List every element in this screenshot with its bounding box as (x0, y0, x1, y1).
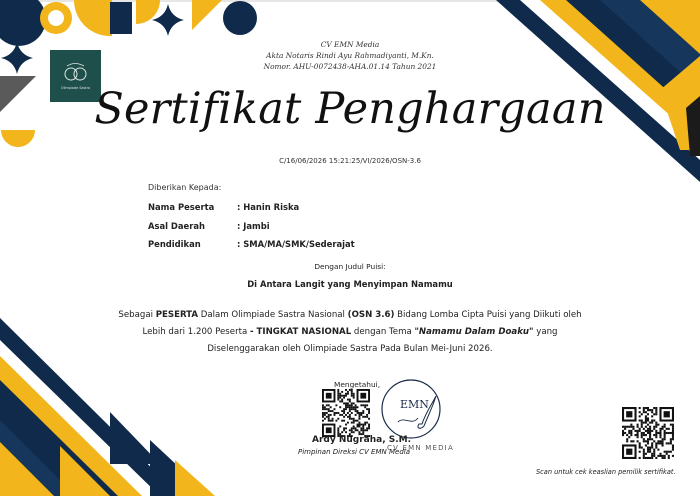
body-text: Bidang Lomba Cipta Puisi yang Diikuti oleh (394, 310, 582, 320)
body-line-2 (0, 327, 700, 337)
ornament-navy-circle (223, 1, 257, 35)
stamp-monogram: EMN (400, 398, 429, 411)
ornament-navy-block (110, 2, 132, 34)
poem-title-label: Dengan Judul Puisi: (314, 262, 386, 271)
body-text: Lebih dari 1.200 Peserta (142, 327, 250, 337)
issuer-registration: Nomor. AHU-0072438-AHA.01.14 Tahun 2021 (263, 62, 437, 71)
body-text: dengan Tema (351, 327, 415, 337)
ornament-navy-quarter (0, 0, 46, 46)
corner-bl-gold-step-2 (175, 460, 215, 496)
body-text: Sebagai (118, 310, 156, 320)
certificate-number: C/16/06/2026 15:21:25/VI/2026/OSN-3.6 (279, 157, 421, 165)
issuer-name: CV EMN Media (320, 40, 380, 49)
signer-name: Ardy Nugraha, S.M. (312, 435, 412, 445)
body-text: Dalam Olimpiade Sastra Nasional (198, 310, 348, 320)
body-text-bold: - TINGKAT NASIONAL (249, 327, 352, 337)
recipient-name-label: Nama Peserta (148, 202, 215, 212)
recipient-region-label: Asal Daerah (148, 221, 205, 231)
body-text-bold: PESERTA (155, 310, 199, 320)
body-text-theme: "Namamu Dalam Doaku" (414, 327, 534, 337)
body-text-bold: (OSN 3.6) (347, 310, 395, 320)
ornament-gold-triangle (192, 0, 222, 30)
signer-role: Pimpinan Direksi CV EMN Media (298, 448, 410, 456)
body-line-3: Diselenggarakan oleh Olimpiade Sastra Pada Bulan Mei-Juni 2026. (207, 344, 493, 354)
recipient-name-value: : Hanin Riska (237, 202, 300, 212)
given-to-label: Diberikan Kepada: (148, 183, 222, 192)
ornament-gold-quarter (74, 0, 112, 36)
certificate-title: Sertifikat Penghargaan (94, 84, 606, 134)
signature-qr-code (322, 389, 370, 437)
poem-title: Di Antara Langit yang Menyimpan Namamu (247, 279, 453, 289)
issuer-notary: Akta Notaris Rindi Ayu Rahmadiyanti, M.Kn. (266, 51, 434, 60)
recipient-education-value: : SMA/MA/SMK/Sederajat (237, 239, 355, 249)
recipient-education-label: Pendidikan (148, 239, 201, 249)
stamp-brand-text: CV EMN MEDIA (387, 444, 454, 452)
body-line-1 (0, 310, 700, 320)
logo-text: Olimpiade Sastra (60, 86, 91, 90)
recipient-region-value: : Jambi (237, 221, 270, 231)
known-by-label: Mengetahui, (334, 380, 381, 389)
ornament-ring-hole (48, 10, 64, 26)
scan-note: Scan untuk cek keaslian pemilik sertifikat. (536, 468, 676, 476)
body-text: yang (533, 327, 558, 337)
verification-qr-code (622, 407, 674, 459)
